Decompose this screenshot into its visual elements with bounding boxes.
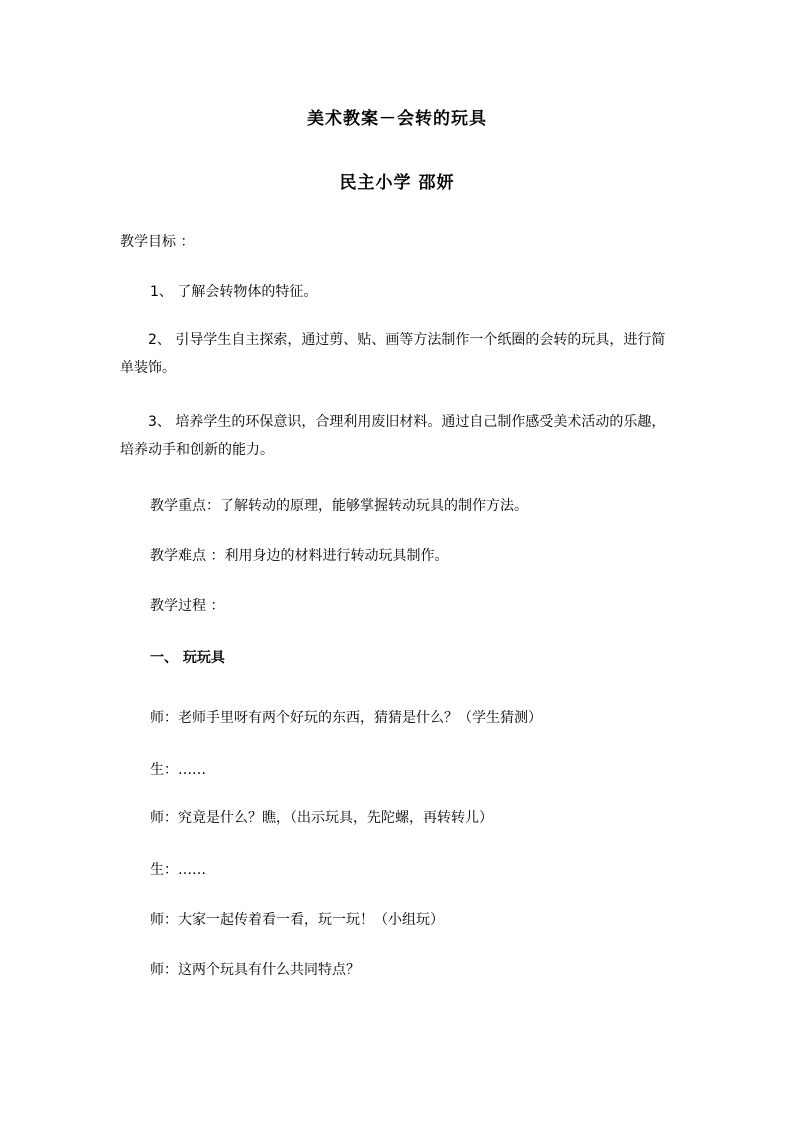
dialogue-line-6: 师：这两个玩具有什么共同特点？ xyxy=(150,962,360,978)
dialogue-line-5: 师：大家一起传着看一看，玩一玩！（小组玩） xyxy=(150,912,444,928)
objective-item-1: 1、 了解会转物体的特征。 xyxy=(150,284,318,300)
objective-item-2: 2、 引导学生自主探索，通过剪、贴、画等方法制作一个纸圈的会转的玩具，进行简单装饰。 xyxy=(120,332,666,376)
process-label: 教学过程 ： xyxy=(150,598,225,614)
dialogue-line-1: 师：老师手里呀有两个好玩的东西，猜猜是什么？（学生猜测） xyxy=(150,710,542,726)
dialogue-line-2: 生：…… xyxy=(150,762,206,778)
objectives-label: 教学目标 ： xyxy=(120,234,195,250)
dialogue-line-3: 师：究竟是什么？瞧，（出示玩具，先陀螺，再转转儿） xyxy=(150,810,493,826)
dialogue-line-4: 生：…… xyxy=(150,862,206,878)
difficult-point: 教学难点 ：利用身边的材料进行转动玩具制作。 xyxy=(150,548,449,564)
key-point: 教学重点：了解转动的原理，能够掌握转动玩具的制作方法。 xyxy=(150,498,528,514)
section-heading: 一、 玩玩具 xyxy=(150,650,225,666)
document-author: 民主小学 邵妍 xyxy=(339,173,455,193)
objective-item-3: 3、 培养学生的环保意识，合理利用废旧材料。通过自己制作感受美术活动的乐趣，培养动手和创新的能力。 xyxy=(120,414,666,458)
document-title: 美术教案－会转的玩具 xyxy=(307,109,487,129)
